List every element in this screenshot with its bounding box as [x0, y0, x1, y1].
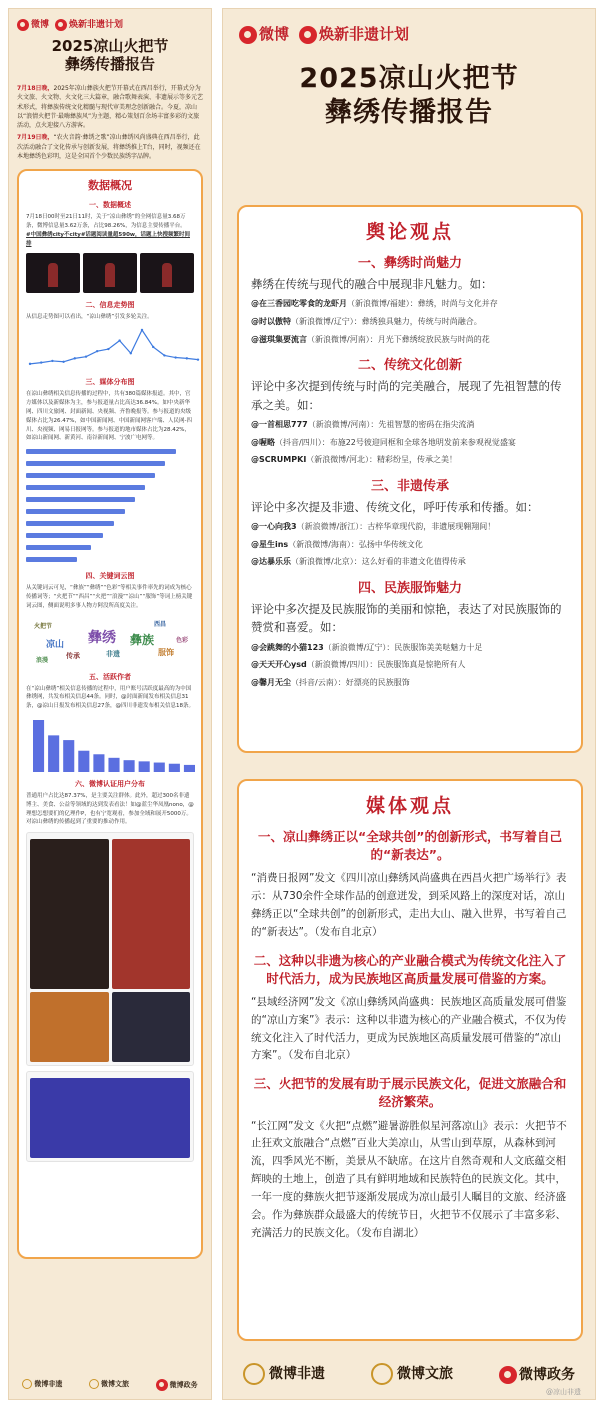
quote-source: （新浪微博/河南）	[307, 334, 370, 344]
author-bar	[169, 764, 180, 772]
watermark: @凉山非遗	[546, 1388, 581, 1396]
report-title: 2025凉山火把节 彝绣传播报告	[51, 36, 169, 74]
quote-user: @时以傲特	[251, 316, 291, 326]
trend-point	[40, 362, 42, 364]
weibo-icon	[499, 1366, 517, 1384]
quote-text: ：古梓华章现代韵，非遗展现翱翔间！	[359, 522, 496, 532]
photo	[140, 253, 194, 293]
bar	[26, 557, 77, 562]
section-text: 在凉山彝绣相关信息传播的过程中，共有380篇媒体报道。其中，官方媒体以及新媒体为主，参与报道量占比高达36.84%。如中央新华网、四川文旅网、封面新闻、央视频、齐鲁晚报等。参与报道的央级媒体占比为26.47%，如中国新闻网、中国新闻网客户端、人民网-四川、央视频、网易日报网等。参与报道的地市媒体占比为28.42%，如凉山新闻网、新黄河、南谷新闻网、宁波广电网等。	[26, 391, 192, 442]
trend-point	[107, 348, 109, 350]
data-overview-title: 数据概况	[88, 179, 132, 193]
weibo-post[interactable]	[26, 1071, 194, 1162]
user-quote	[251, 453, 569, 467]
section-heading: 二、信息走势图	[85, 300, 135, 309]
media-text: “消费日报网”发文《四川凉山彝绣风尚盛典在西昌火把广场举行》表示：从730余件全球作品的创意迸发，到采风路上的深度对话，凉山彝绣正以“全球共创”的创新形式，走出大山、融入世界，书写着自己的“新表达”。（发布自北京）	[251, 872, 567, 938]
right-panel	[222, 8, 596, 1400]
bar-row	[26, 495, 194, 504]
user-quote	[251, 520, 569, 534]
left-footer: 微博非遗 微博文旅 微博政务	[9, 1379, 211, 1391]
section-heading: 三、媒体分布图	[85, 378, 135, 387]
cloud-word: 火把节	[34, 622, 53, 630]
photo-strip	[26, 253, 194, 293]
bar	[26, 545, 91, 550]
tourism-icon	[371, 1363, 393, 1385]
media-heading: 三、火把节的发展有助于展示民族文化，促进文旅融合和经济繁荣。	[253, 1076, 567, 1110]
left-panel	[8, 8, 212, 1400]
cloud-word: 彝绣	[88, 629, 116, 646]
opinion-heading: 二、传统文化创新	[357, 358, 462, 374]
quote-user: @馨月无尘	[251, 677, 291, 687]
public-opinion-card	[237, 205, 583, 753]
section-text: 从信息走势图可以看出，“凉山彝绣”引发多轮关注。	[26, 313, 153, 320]
section-text: 普通用户占比达87.37%，是主要关注群体。此外，超过300名非遗博主、美食、公益等领域的达到发表看法！如@蓝尘华凤凰nono，@理想怎想要们的亿理作P，也有宁宽观看，参加全域和展开5000万。对凉山彝绣的传播起到了重要的推动作用。	[26, 792, 194, 826]
project-logo: 焕新非遗计划	[55, 17, 123, 31]
trend-point	[29, 363, 31, 365]
heritage-icon	[22, 1379, 32, 1389]
trend-point	[96, 350, 98, 352]
trend-point	[152, 346, 154, 348]
trend-point	[130, 352, 132, 354]
author-bar	[124, 760, 135, 772]
quote-user: @一心向我3	[251, 522, 297, 532]
quote-user: @星生ins	[251, 539, 289, 549]
post-images	[30, 839, 190, 989]
bar-row	[26, 447, 194, 456]
media-text: “县域经济网”发文《凉山彝绣风尚盛典：民族地区高质量发展可借鉴的“凉山方案”》表示：这种以非遗为核心的产业融合模式，不仅为传统文化注入了时代活力，更成为民族地区高质量发展可借鉴的“凉山方案”。（发布自北京）	[251, 995, 567, 1062]
author-bar	[93, 754, 104, 772]
bar	[26, 461, 165, 466]
cloud-word: 浪漫	[36, 656, 49, 664]
cloud-word: 凉山	[46, 639, 65, 650]
trend-chart	[26, 324, 202, 370]
quote-user: @在三香园吃零食的龙虾月	[251, 299, 347, 309]
opinion-summary: 评论中多次提到传统与时尚的完美融合，展现了先祖智慧的传承之美。如：	[251, 379, 562, 412]
opinion-summary: 评论中多次提及民族服饰的美丽和惊艳，表达了对民族服饰的赞赏和喜爱。如：	[251, 601, 562, 635]
quote-user: @滋琪集要流言	[251, 334, 307, 344]
cloud-word: 非遗	[106, 649, 120, 658]
quote-text: ：精彩纷呈，传承之美！	[369, 455, 457, 465]
photo	[26, 253, 80, 293]
section-heading: 六、微博认证用户分布	[75, 779, 145, 788]
word-cloud	[26, 615, 194, 665]
quote-user: @天天开心ysd	[251, 660, 307, 670]
right-footer: 微博非遗 微博文旅 微博政务	[243, 1363, 575, 1385]
media-bar-chart	[26, 447, 194, 564]
section-text: 从关键词云可见，“彝族”“彝绣”“色彩”等相关事件率先的词成为核心传播词等；“火把节”“西昌”“火把”“浪漫”“凉山”“服饰”等词上榜关键词云图，侧面说明多事人物方阿没所高度关注。	[26, 585, 193, 609]
trend-point	[62, 361, 64, 363]
bar-row	[26, 555, 194, 564]
weibo-logo: 微博	[17, 17, 49, 31]
trend-point	[186, 358, 188, 360]
bar	[26, 497, 135, 502]
tourism-icon	[89, 1379, 99, 1389]
section-text: 7月18日00时至21日11时，关于“凉山彝绣”的全网信息量3.68万条，微博信息量3.62万条，占比98.26%，为信息主要传播平台。	[26, 214, 186, 230]
quote-source: （新浪微博/海南）	[288, 539, 351, 549]
weibo-icon	[17, 19, 29, 31]
user-quote	[251, 555, 569, 569]
media-heading: 一、凉山彝绣正以“全球共创”的创新形式，书写着自己的“新表达”。	[258, 829, 562, 863]
media-text: “长江网”发文《火把“点燃”避暑游胜似星河落凉山》表示：火把节不止狂欢文旅融合“点燃”百业大美凉山，从雪山到草原，从森林到河流，四季风光不断，美景从不缺席。在这片自然奇观和人文底蕴交相辉映的土地上，创造了具有鲜明地域和民族特色的民族文化。其中，一年一度的彝族火把节逐渐发展成为凉山最引人瞩目的文旅、经济盛会。作为彝族群众最盛大的传统节日，火把节不仅展示了丰富多彩、充满活力的民族文化。（发布自湖北）	[251, 1119, 567, 1239]
bar-row	[26, 507, 194, 516]
media-title: 媒体观点	[365, 795, 454, 817]
quote-text: ：先祖智慧的密码在指尖流淌	[370, 419, 475, 429]
quote-text: ：这么好看的非遗文化值得传承	[353, 557, 466, 567]
author-bar	[139, 761, 150, 772]
trend-point	[174, 357, 176, 359]
topic-highlight[interactable]: #中国彝绣city不city#话题阅读量超590w，话题上快搜频繁时间排	[26, 231, 190, 247]
data-overview-card	[17, 169, 203, 1259]
bar	[26, 449, 176, 454]
bar	[26, 521, 114, 526]
author-bar	[154, 762, 165, 771]
quote-text: ：彝绣，时尚与文化并存	[409, 299, 498, 309]
bar-row	[26, 459, 194, 468]
quote-source: （新浪微博/四川）	[306, 660, 370, 670]
author-bar	[63, 740, 74, 772]
intro-text: 7月18日晚，2025年凉山彝族火把节开幕式在西昌举行，开幕式分为火文旅、火文物、火文化三大篇章，融合歌舞表演、非遗展示等多元艺术形式，将彝族传统文化精髓与现代审美理念创新融合。今夏，凉山以“浪情火把节·最嗨彝族风”为主题，精心策划百余场丰富多彩的文旅活动，点火迎接八方游客。 7月19日晚，“农火音韵·彝绣之歌”凉山彝绣风尚盛典在西昌举行，此次活动融合了文化传承与创新发展，将彝绣推上T台，同时，视频还在本地彝绣色彩明，这是全国首个少数民族绣字品牌。	[17, 85, 204, 161]
quote-user: @喔略	[251, 437, 275, 447]
quote-source: （抖音/四川）	[275, 437, 322, 447]
user-quote	[251, 538, 569, 552]
user-quote	[251, 297, 569, 311]
bar-row	[26, 519, 194, 528]
quote-user: @达暴乐乐	[251, 557, 291, 567]
author-bar	[48, 735, 59, 772]
header-logos	[223, 9, 595, 44]
section-heading: 四、关键词云图	[85, 572, 135, 581]
author-bar-chart	[26, 714, 202, 772]
quote-source: （新浪微博/河南）	[307, 419, 371, 429]
bar	[26, 509, 125, 514]
heritage-icon	[243, 1363, 265, 1385]
media-opinion-card	[237, 779, 583, 1341]
trend-point	[197, 359, 199, 361]
bar-row	[26, 471, 194, 480]
bar-row	[26, 531, 194, 540]
quote-source: （新浪微博/辽宁）	[291, 316, 354, 326]
author-bar	[184, 765, 195, 772]
author-bar	[33, 720, 44, 772]
weibo-logo: 微博	[239, 23, 289, 44]
trend-point	[51, 360, 53, 362]
quote-text: ：布施22号彼迎同框和全球各地明发前来参观视觉盛宴	[321, 437, 516, 447]
bar	[26, 485, 145, 490]
quote-source: （抖音/云南）	[291, 677, 338, 687]
weibo-post[interactable]	[26, 832, 194, 1066]
post-image	[112, 839, 191, 989]
opinion-heading: 一、彝绣时尚魅力	[357, 256, 462, 271]
user-quote	[251, 658, 569, 672]
report-title: 2025凉山火把节 彝绣传播报告	[299, 63, 519, 128]
weibo-icon	[239, 26, 257, 44]
opinion-summary: 彝绣在传统与现代的融合中展现非凡魅力。如：	[251, 277, 493, 291]
trend-point	[163, 355, 165, 357]
post-image	[30, 992, 109, 1062]
user-quote	[251, 315, 569, 329]
weibo-icon	[156, 1379, 168, 1391]
post-image	[112, 992, 191, 1062]
media-sections	[251, 828, 569, 1242]
trend-point	[74, 358, 76, 360]
opinion-heading: 三、非遗传承	[370, 478, 449, 494]
media-heading: 二、这种以非遗为核心的产业融合模式为传统文化注入了时代活力，成为民族地区高质量发展可借鉴的方案。	[253, 952, 567, 986]
quote-text: ：好漂亮的民族服饰	[337, 677, 410, 687]
opinion-title: 舆论观点	[365, 221, 454, 243]
quote-user: @一首相思777	[251, 419, 308, 429]
quote-text: ：弘扬中华传统文化	[350, 539, 423, 549]
quote-source: （新浪微博/北京）	[291, 557, 354, 567]
user-quote	[251, 641, 569, 655]
quote-source: （新浪微博/辽宁）	[323, 642, 387, 652]
cloud-word: 传承	[66, 651, 80, 660]
quote-text: ：民族服饰美美哒魅力十足	[386, 642, 483, 652]
cloud-word: 彝族	[130, 632, 155, 647]
quote-text: ：月光下彝绣绽放民族与时尚的花	[369, 334, 490, 344]
opinion-heading: 四、民族服饰魅力	[357, 580, 462, 596]
bar	[26, 473, 155, 478]
bar-row	[26, 543, 194, 552]
cloud-word: 服饰	[158, 647, 174, 657]
post-images	[30, 1078, 190, 1158]
cloud-word: 西昌	[154, 620, 167, 628]
header-logos	[9, 9, 211, 31]
quote-text: ：彝绣独具魅力，传统与时尚融合。	[353, 316, 482, 326]
trend-point	[118, 340, 120, 342]
opinion-summary: 评论中多次提及非遗、传统文化，呼吁传承和传播。如：	[251, 499, 539, 514]
trend-point	[141, 329, 143, 331]
bar-row	[26, 483, 194, 492]
bar	[26, 533, 103, 538]
cloud-word: 色彩	[176, 636, 189, 644]
user-quote	[251, 333, 569, 347]
section-heading: 五、活跃作者	[89, 672, 131, 681]
trend-line	[30, 330, 198, 364]
quote-source: （新浪微博/福建）	[347, 299, 410, 309]
photo	[83, 253, 137, 293]
user-quote	[251, 676, 569, 690]
user-quote	[251, 418, 569, 432]
quote-source: （新浪微博/河北）	[306, 455, 369, 465]
section-text: 在“凉山彝绣”相关信息传播的过程中，用户账号活跃度最高的为中国彝绣网，共发布相关信息44条。同时，@封面新闻发布相关信息31条，@凉山日报发布相关信息27条，@四川非遗发布相关信息18条。	[26, 685, 194, 710]
section-heading: 一、数据概述	[89, 201, 131, 210]
post-image	[30, 1078, 190, 1158]
author-bar	[78, 751, 89, 772]
quote-user: @SCRUMPKI	[251, 455, 307, 465]
trend-point	[85, 356, 87, 358]
opinion-sections	[251, 252, 569, 689]
post-images	[30, 992, 190, 1062]
post-image	[30, 839, 109, 989]
weibo-icon	[299, 26, 317, 44]
quote-text: ：民族服饰真是惊艳所有人	[369, 660, 466, 670]
project-logo: 焕新非遗计划	[299, 23, 409, 44]
user-quote	[251, 436, 569, 450]
quote-source: （新浪微博/浙江）	[296, 522, 360, 532]
weibo-icon	[55, 19, 67, 31]
quote-user: @会跳舞的小猫123	[251, 642, 324, 652]
author-bar	[108, 758, 119, 772]
